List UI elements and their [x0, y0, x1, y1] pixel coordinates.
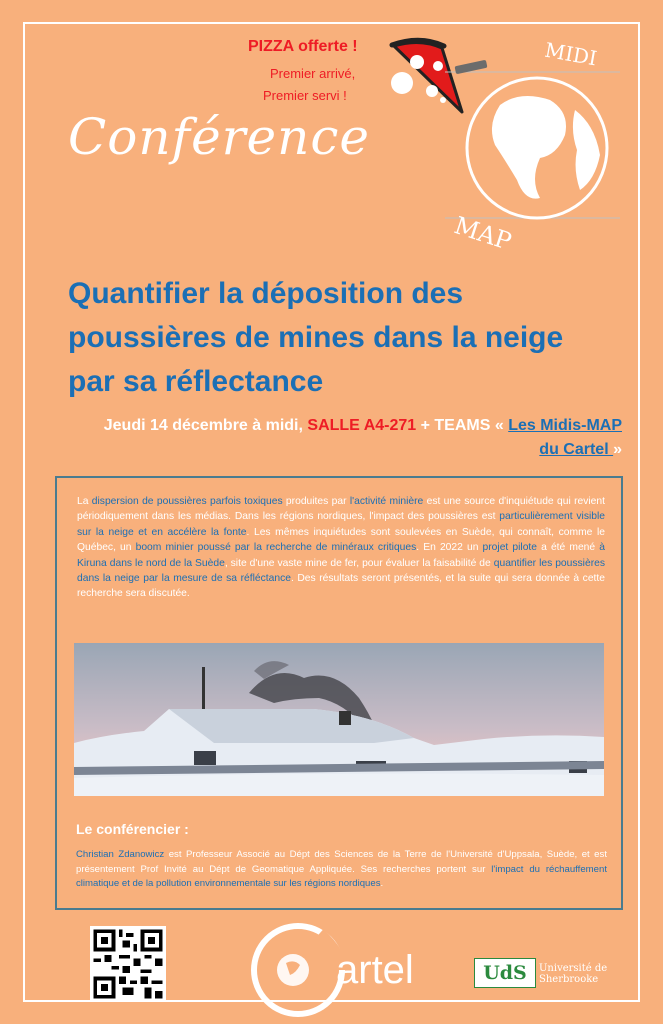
speaker-bio-run: l'impact du réchauffement climatique et de la pollution environnementale sur les régions nordiques [76, 863, 607, 890]
event-type-heading: Conférence [68, 108, 370, 166]
abstract-run: . Des résultats seront présentés, et la suite qui sera donnée à cette recherche sera discutée. [77, 573, 605, 600]
cartel-logo [246, 915, 436, 1020]
uds-name-line: Sherbrooke [539, 974, 599, 985]
abstract-text [77, 494, 605, 602]
speaker-bio-run: . [380, 878, 384, 890]
speaker-bio-run: est Professeur Associé au Dépt des Sciences de la Terre de l'Université d'Uppsala, Suède, et est présentement Prof Invité au Dépt de Geomatique Appliquée. Ses recherches portent sur [76, 849, 607, 875]
speaker-heading: Le conférencier : [76, 821, 189, 837]
abstract-run: La [77, 496, 92, 507]
midi-map-logo [445, 30, 620, 260]
abstract-highlight: quantifier les poussières dans la neige par la mesure de sa réfléctance [77, 557, 605, 585]
talk-title-line: par sa réflectance [68, 365, 324, 398]
uds-name [539, 963, 607, 985]
pizza-line-1: Premier arrivé, [270, 66, 356, 81]
abstract-highlight: particulièrement visible sur la neige et en accélère la fonte [77, 511, 605, 538]
event-date-line [97, 414, 622, 462]
cartel-wordmark: artel [336, 948, 414, 992]
midis-map-link[interactable]: Les Midis-MAP du Cartel [508, 417, 622, 458]
talk-title [68, 272, 628, 404]
abstract-highlight: projet pilote [482, 542, 538, 554]
uds-logo: UdS [474, 958, 536, 988]
map-wordmark: MAP [450, 211, 515, 256]
content-box [55, 476, 623, 910]
abstract-run: . Les mêmes inquiétudes sont soulevées en Suède, qui connaît, comme le Québec, un [77, 526, 605, 554]
talk-title-line: Quantifier la déposition des [68, 277, 464, 310]
abstract-run: a été mené [537, 542, 600, 554]
midi-wordmark: MIDI [543, 37, 599, 71]
room-label: SALLE A4-271 [307, 417, 417, 434]
abstract-highlight: dispersion de poussières parfois toxiques [91, 496, 283, 507]
speaker-bio [76, 848, 607, 892]
abstract-highlight: boom minier poussé par la recherche de minéraux critiques [135, 542, 417, 554]
abstract-run: . En 2022 un [416, 542, 483, 554]
pizza-title: PIZZA offerte ! [248, 38, 358, 55]
date-middle: + TEAMS « [416, 417, 509, 434]
kiruna-mine-photo [74, 643, 604, 796]
abstract-run: est une source d'inquiétude qui revient périodiquement dans les médias. Dans les régions nordiques, l'impact des poussières est [77, 496, 605, 523]
abstract-run: produites par [282, 496, 350, 507]
uds-name-line: Université de [539, 963, 608, 974]
abstract-highlight: l'activité minière [349, 496, 424, 507]
abstract-highlight: à Kiruna dans le nord de la Suède [77, 542, 605, 569]
talk-title-line: poussières de mines dans la neige [68, 321, 564, 354]
abstract-run: , site d'une vaste mine de fer, pour évaluer la faisabilité de [224, 557, 494, 569]
pizza-line-2: Premier servi ! [263, 88, 347, 103]
speaker-name: Christian Zdanowicz [76, 849, 165, 860]
date-prefix: Jeudi 14 décembre à midi, [103, 417, 308, 434]
date-suffix: » [613, 441, 622, 458]
qr-code[interactable] [90, 926, 166, 1002]
